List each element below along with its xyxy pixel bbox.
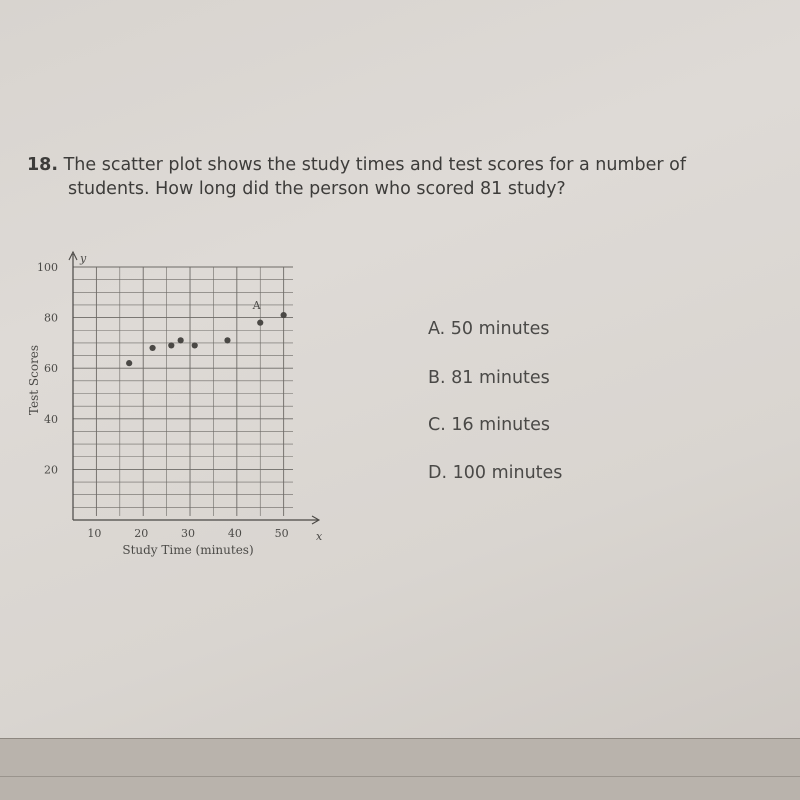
choice-b[interactable]: B. 81 minutes xyxy=(428,368,550,388)
question-line-2: students. How long did the person who scored 81 study? xyxy=(68,179,566,199)
plot-axes xyxy=(69,252,319,524)
x-axis-label: Study Time (minutes) xyxy=(122,543,254,557)
question-line-1: The scatter plot shows the study times and test scores for a number of xyxy=(63,155,687,175)
y-tick-label: 100 xyxy=(37,261,58,274)
point-annotation: A xyxy=(252,298,261,312)
y-axis-letter: y xyxy=(80,252,87,265)
data-point xyxy=(178,337,184,343)
data-points xyxy=(126,312,287,366)
choice-c[interactable]: C. 16 minutes xyxy=(428,415,551,435)
data-point xyxy=(192,342,198,348)
x-axis-letter: x xyxy=(316,530,323,543)
data-point xyxy=(126,360,132,366)
x-tick-label: 10 xyxy=(87,527,102,540)
x-tick-label: 40 xyxy=(227,527,242,540)
data-point xyxy=(281,312,287,318)
data-point xyxy=(149,345,155,351)
data-point xyxy=(168,342,174,348)
choice-a[interactable]: A. 50 minutes xyxy=(428,319,550,339)
x-tick-label: 20 xyxy=(134,527,149,540)
tick-labels xyxy=(37,252,323,543)
choice-d[interactable]: D. 100 minutes xyxy=(428,463,563,483)
x-tick-label: 50 xyxy=(274,527,289,540)
y-axis-label: Test Scores xyxy=(27,344,41,416)
data-point xyxy=(224,337,230,343)
y-tick-label: 60 xyxy=(44,362,58,376)
y-tick-label: 40 xyxy=(44,412,58,426)
x-tick-label: 30 xyxy=(181,527,196,540)
y-tick-label: 80 xyxy=(44,311,58,325)
data-point xyxy=(257,320,263,326)
question-number: 18. xyxy=(27,155,59,175)
y-tick-label: 20 xyxy=(44,463,58,477)
